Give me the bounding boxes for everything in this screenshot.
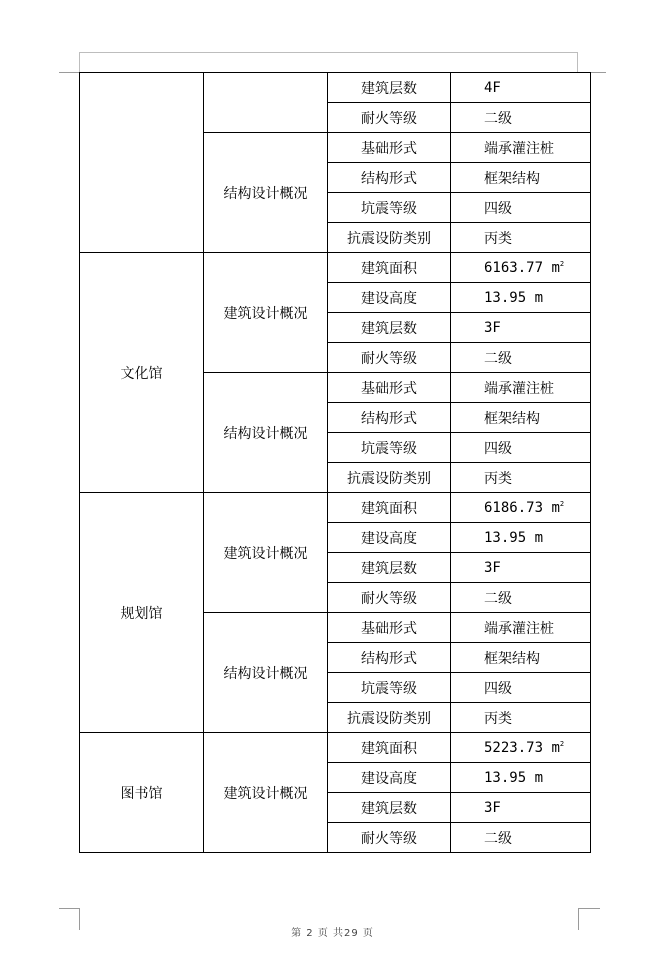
item-label: 耐火等级 bbox=[328, 823, 451, 853]
item-label: 抗震设防类别 bbox=[328, 463, 451, 493]
item-label: 建设高度 bbox=[328, 523, 451, 553]
footer-mid: 页 共 bbox=[317, 928, 344, 939]
table-row bbox=[80, 253, 591, 283]
item-label: 抗震设防类别 bbox=[328, 223, 451, 253]
item-label: 基础形式 bbox=[328, 373, 451, 403]
area-number: 6186.73 bbox=[484, 499, 544, 516]
item-value: 四级 bbox=[451, 193, 591, 223]
item-label: 建设高度 bbox=[328, 283, 451, 313]
item-label: 坑震等级 bbox=[328, 433, 451, 463]
building-name: 文化馆 bbox=[80, 253, 204, 493]
footer-total-pages: 29 bbox=[344, 928, 359, 939]
item-label: 结构形式 bbox=[328, 403, 451, 433]
item-value: 二级 bbox=[451, 823, 591, 853]
item-label: 基础形式 bbox=[328, 613, 451, 643]
item-value: 3F bbox=[451, 553, 591, 583]
item-label: 耐火等级 bbox=[328, 583, 451, 613]
crop-mark-top-left-h bbox=[59, 72, 79, 73]
area-unit-superscript: 2 bbox=[559, 739, 565, 748]
footer-suffix: 页 bbox=[362, 928, 374, 939]
group-label: 结构设计概况 bbox=[204, 613, 328, 733]
item-value: 丙类 bbox=[451, 223, 591, 253]
table-row bbox=[80, 733, 591, 763]
area-number: 5223.73 bbox=[484, 739, 544, 756]
item-value: 端承灌注桩 bbox=[451, 133, 591, 163]
item-value: 端承灌注桩 bbox=[451, 613, 591, 643]
item-value: 3F bbox=[451, 793, 591, 823]
item-label: 结构形式 bbox=[328, 163, 451, 193]
building-cell-continued bbox=[80, 73, 204, 253]
item-value: 端承灌注桩 bbox=[451, 373, 591, 403]
header-area bbox=[79, 52, 578, 72]
area-unit-superscript: 2 bbox=[559, 499, 565, 508]
item-label: 建筑层数 bbox=[328, 313, 451, 343]
item-value: 四级 bbox=[451, 673, 591, 703]
area-unit: m bbox=[551, 499, 560, 516]
item-value: 丙类 bbox=[451, 463, 591, 493]
group-cell-continued bbox=[204, 73, 328, 133]
item-label: 建筑层数 bbox=[328, 793, 451, 823]
item-value: 13.95 m bbox=[451, 283, 591, 313]
building-name: 规划馆 bbox=[80, 493, 204, 733]
item-value: 二级 bbox=[451, 103, 591, 133]
item-value bbox=[451, 493, 591, 523]
item-label: 建筑层数 bbox=[328, 73, 451, 103]
item-label: 基础形式 bbox=[328, 133, 451, 163]
item-value: 13.95 m bbox=[451, 523, 591, 553]
item-label: 建筑面积 bbox=[328, 253, 451, 283]
item-label: 建筑面积 bbox=[328, 733, 451, 763]
group-label: 建筑设计概况 bbox=[204, 493, 328, 613]
item-value: 框架结构 bbox=[451, 163, 591, 193]
item-value: 框架结构 bbox=[451, 403, 591, 433]
table-row bbox=[80, 73, 591, 103]
item-value: 二级 bbox=[451, 343, 591, 373]
item-value: 框架结构 bbox=[451, 643, 591, 673]
group-label: 结构设计概况 bbox=[204, 133, 328, 253]
crop-mark-bottom-right-h bbox=[578, 908, 600, 909]
footer-prefix: 第 bbox=[291, 928, 303, 939]
item-label: 坑震等级 bbox=[328, 673, 451, 703]
group-label: 建筑设计概况 bbox=[204, 253, 328, 373]
item-label: 坑震等级 bbox=[328, 193, 451, 223]
item-label: 建筑层数 bbox=[328, 553, 451, 583]
crop-mark-bottom-left-h bbox=[59, 908, 79, 909]
item-label: 耐火等级 bbox=[328, 103, 451, 133]
item-value: 丙类 bbox=[451, 703, 591, 733]
item-value bbox=[451, 733, 591, 763]
item-value: 4F bbox=[451, 73, 591, 103]
item-value: 二级 bbox=[451, 583, 591, 613]
building-name: 图书馆 bbox=[80, 733, 204, 853]
item-label: 建筑面积 bbox=[328, 493, 451, 523]
item-value: 3F bbox=[451, 313, 591, 343]
table-row bbox=[80, 493, 591, 523]
item-label: 建设高度 bbox=[328, 763, 451, 793]
item-value: 四级 bbox=[451, 433, 591, 463]
area-unit: m bbox=[551, 739, 560, 756]
group-label: 结构设计概况 bbox=[204, 373, 328, 493]
area-number: 6163.77 bbox=[484, 259, 544, 276]
area-unit-superscript: 2 bbox=[559, 259, 565, 268]
page-footer bbox=[0, 924, 665, 939]
building-spec-table bbox=[79, 72, 591, 853]
item-value bbox=[451, 253, 591, 283]
item-label: 抗震设防类别 bbox=[328, 703, 451, 733]
item-value: 13.95 m bbox=[451, 763, 591, 793]
group-label: 建筑设计概况 bbox=[204, 733, 328, 853]
footer-page-number: 2 bbox=[306, 928, 314, 939]
area-unit: m bbox=[551, 259, 560, 276]
item-label: 耐火等级 bbox=[328, 343, 451, 373]
item-label: 结构形式 bbox=[328, 643, 451, 673]
